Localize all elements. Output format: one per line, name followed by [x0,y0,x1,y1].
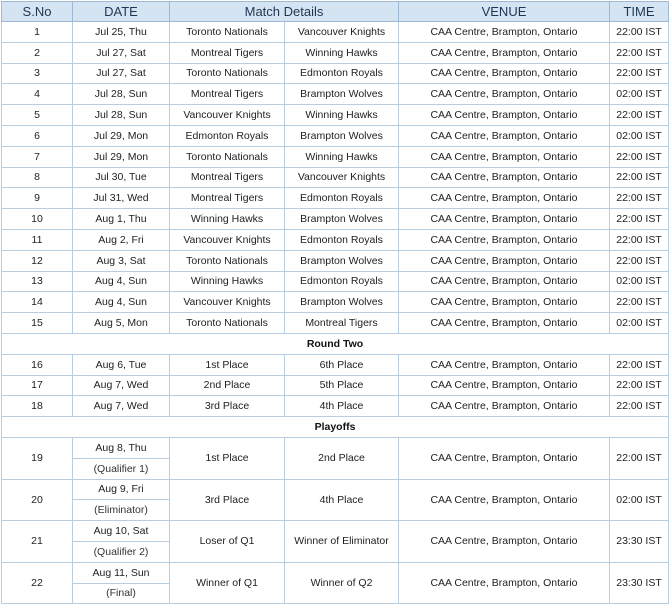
team1-cell: Vancouver Knights [170,292,285,313]
venue-cell: CAA Centre, Brampton, Ontario [399,209,610,230]
team2-cell: 2nd Place [285,437,399,479]
sno-cell: 6 [2,125,73,146]
sno-cell: 16 [2,354,73,375]
team1-cell: Toronto Nationals [170,313,285,334]
time-cell: 22:00 IST [610,250,669,271]
match-row [2,84,669,105]
venue-cell: CAA Centre, Brampton, Ontario [399,562,610,604]
team2-cell: Montreal Tigers [285,313,399,334]
team1-cell: Toronto Nationals [170,63,285,84]
match-row [2,375,669,396]
match-row [2,396,669,417]
match-row [2,209,669,230]
date-cell: Jul 28, Sun [73,84,170,105]
team2-cell: Winner of Q2 [285,562,399,604]
team1-cell: 2nd Place [170,375,285,396]
time-cell: 23:30 IST [610,562,669,604]
team1-cell: Winner of Q1 [170,562,285,604]
team2-cell: Brampton Wolves [285,84,399,105]
venue-cell: CAA Centre, Brampton, Ontario [399,42,610,63]
time-cell: 22:00 IST [610,229,669,250]
date-cell: Aug 3, Sat [73,250,170,271]
team1-cell: Toronto Nationals [170,250,285,271]
team1-cell: Montreal Tigers [170,188,285,209]
sno-cell: 14 [2,292,73,313]
match-row [2,271,669,292]
team2-cell: Edmonton Royals [285,188,399,209]
time-cell: 22:00 IST [610,437,669,479]
team2-cell: Vancouver Knights [285,22,399,43]
match-row [2,105,669,126]
match-row [2,188,669,209]
header-match-details: Match Details [170,2,399,22]
venue-cell: CAA Centre, Brampton, Ontario [399,479,610,521]
date-cell: Aug 5, Mon [73,313,170,334]
date-cell: Aug 7, Wed [73,375,170,396]
sno-cell: 5 [2,105,73,126]
playoffs-row [2,417,669,438]
time-cell: 22:00 IST [610,354,669,375]
sno-cell: 18 [2,396,73,417]
sno-cell: 13 [2,271,73,292]
sno-cell: 10 [2,209,73,230]
team1-cell: Montreal Tigers [170,42,285,63]
sno-cell: 17 [2,375,73,396]
date-cell: Jul 25, Thu [73,22,170,43]
time-cell: 22:00 IST [610,209,669,230]
header-time: TIME [610,2,669,22]
venue-cell: CAA Centre, Brampton, Ontario [399,22,610,43]
date-cell: Jul 30, Tue [73,167,170,188]
sno-cell: 12 [2,250,73,271]
date-cell: Aug 10, Sat [73,521,170,542]
team1-cell: 1st Place [170,354,285,375]
sno-cell: 2 [2,42,73,63]
date-cell: Jul 27, Sat [73,42,170,63]
header-sno: S.No [2,2,73,22]
team1-cell: Winning Hawks [170,209,285,230]
venue-cell: CAA Centre, Brampton, Ontario [399,105,610,126]
date-cell: Aug 6, Tue [73,354,170,375]
time-cell: 02:00 IST [610,125,669,146]
date-cell: Aug 4, Sun [73,292,170,313]
team1-cell: 3rd Place [170,396,285,417]
time-cell: 02:00 IST [610,271,669,292]
team1-cell: Edmonton Royals [170,125,285,146]
venue-cell: CAA Centre, Brampton, Ontario [399,229,610,250]
team1-cell: Montreal Tigers [170,84,285,105]
sno-cell: 8 [2,167,73,188]
venue-cell: CAA Centre, Brampton, Ontario [399,292,610,313]
match-row [2,146,669,167]
time-cell: 22:00 IST [610,188,669,209]
time-cell: 22:00 IST [610,167,669,188]
match-row [2,250,669,271]
team1-cell: Toronto Nationals [170,22,285,43]
team2-cell: Edmonton Royals [285,63,399,84]
time-cell: 22:00 IST [610,22,669,43]
team1-cell: Winning Hawks [170,271,285,292]
match-row [2,229,669,250]
sno-cell: 3 [2,63,73,84]
team2-cell: Winner of Eliminator [285,521,399,563]
stage-cell: (Qualifier 1) [73,458,170,479]
team2-cell: Edmonton Royals [285,271,399,292]
team1-cell: 3rd Place [170,479,285,521]
header-venue: VENUE [399,2,610,22]
team1-cell: Montreal Tigers [170,167,285,188]
venue-cell: CAA Centre, Brampton, Ontario [399,188,610,209]
sno-cell: 1 [2,22,73,43]
team2-cell: Brampton Wolves [285,125,399,146]
match-row [2,42,669,63]
sno-cell: 21 [2,521,73,563]
date-cell: Jul 29, Mon [73,146,170,167]
venue-cell: CAA Centre, Brampton, Ontario [399,125,610,146]
time-cell: 22:00 IST [610,396,669,417]
team2-cell: 6th Place [285,354,399,375]
date-cell: Aug 8, Thu [73,437,170,458]
match-row [2,22,669,43]
team2-cell: Winning Hawks [285,42,399,63]
playoff-row [2,562,669,583]
team1-cell: Loser of Q1 [170,521,285,563]
time-cell: 02:00 IST [610,84,669,105]
team2-cell: 4th Place [285,396,399,417]
date-cell: Jul 31, Wed [73,188,170,209]
match-row [2,167,669,188]
stage-cell: (Final) [73,583,170,604]
venue-cell: CAA Centre, Brampton, Ontario [399,354,610,375]
sno-cell: 11 [2,229,73,250]
stage-cell: (Qualifier 2) [73,541,170,562]
match-row [2,125,669,146]
team2-cell: 4th Place [285,479,399,521]
time-cell: 22:00 IST [610,146,669,167]
header-row [2,2,669,22]
sno-cell: 9 [2,188,73,209]
venue-cell: CAA Centre, Brampton, Ontario [399,437,610,479]
venue-cell: CAA Centre, Brampton, Ontario [399,396,610,417]
playoff-row [2,479,669,500]
team2-cell: Brampton Wolves [285,250,399,271]
match-row [2,354,669,375]
team1-cell: Vancouver Knights [170,105,285,126]
time-cell: 02:00 IST [610,313,669,334]
team2-cell: Edmonton Royals [285,229,399,250]
team2-cell: Brampton Wolves [285,292,399,313]
team2-cell: Vancouver Knights [285,167,399,188]
time-cell: 22:00 IST [610,42,669,63]
time-cell: 23:30 IST [610,521,669,563]
round-two-row [2,333,669,354]
venue-cell: CAA Centre, Brampton, Ontario [399,146,610,167]
time-cell: 02:00 IST [610,479,669,521]
playoff-row [2,437,669,458]
venue-cell: CAA Centre, Brampton, Ontario [399,313,610,334]
team1-cell: Vancouver Knights [170,229,285,250]
date-cell: Jul 28, Sun [73,105,170,126]
time-cell: 22:00 IST [610,375,669,396]
team1-cell: 1st Place [170,437,285,479]
sno-cell: 20 [2,479,73,521]
time-cell: 22:00 IST [610,63,669,84]
venue-cell: CAA Centre, Brampton, Ontario [399,521,610,563]
venue-cell: CAA Centre, Brampton, Ontario [399,63,610,84]
date-cell: Aug 9, Fri [73,479,170,500]
date-cell: Jul 27, Sat [73,63,170,84]
sno-cell: 4 [2,84,73,105]
team2-cell: 5th Place [285,375,399,396]
playoff-row [2,521,669,542]
venue-cell: CAA Centre, Brampton, Ontario [399,375,610,396]
date-cell: Aug 1, Thu [73,209,170,230]
match-row [2,63,669,84]
date-cell: Aug 11, Sun [73,562,170,583]
match-row [2,292,669,313]
team1-cell: Toronto Nationals [170,146,285,167]
sno-cell: 22 [2,562,73,604]
date-cell: Aug 4, Sun [73,271,170,292]
match-row [2,313,669,334]
sno-cell: 7 [2,146,73,167]
team2-cell: Winning Hawks [285,105,399,126]
sno-cell: 19 [2,437,73,479]
team2-cell: Winning Hawks [285,146,399,167]
date-cell: Aug 7, Wed [73,396,170,417]
sno-cell: 15 [2,313,73,334]
venue-cell: CAA Centre, Brampton, Ontario [399,84,610,105]
stage-cell: (Eliminator) [73,500,170,521]
team2-cell: Brampton Wolves [285,209,399,230]
section-title: Playoffs [2,417,669,438]
section-title: Round Two [2,333,669,354]
schedule-table [1,1,669,604]
venue-cell: CAA Centre, Brampton, Ontario [399,250,610,271]
schedule-body [2,22,669,604]
date-cell: Jul 29, Mon [73,125,170,146]
time-cell: 22:00 IST [610,292,669,313]
date-cell: Aug 2, Fri [73,229,170,250]
venue-cell: CAA Centre, Brampton, Ontario [399,167,610,188]
time-cell: 22:00 IST [610,105,669,126]
venue-cell: CAA Centre, Brampton, Ontario [399,271,610,292]
header-date: DATE [73,2,170,22]
